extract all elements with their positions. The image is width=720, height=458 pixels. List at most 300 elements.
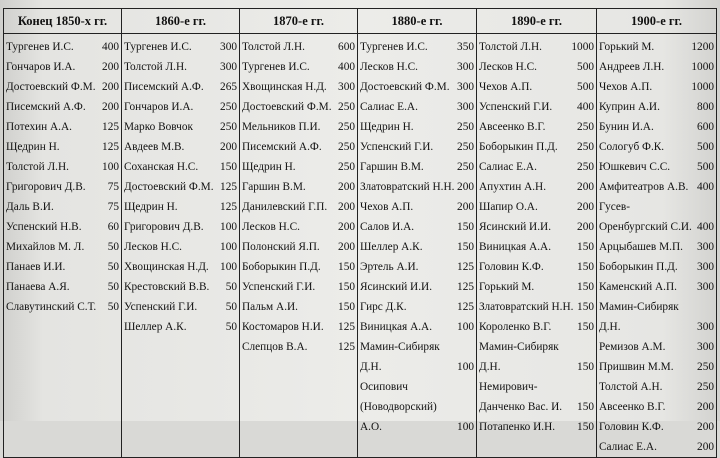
honorarium-value: 200 bbox=[457, 201, 474, 213]
author-name: Боборыкин П.Д. bbox=[599, 261, 678, 273]
author-entry bbox=[360, 297, 474, 317]
author-entry bbox=[124, 77, 237, 97]
honorarium-value: 1000 bbox=[691, 61, 714, 73]
author-name: Виницкая А.А. bbox=[360, 321, 433, 333]
honorarium-value: 250 bbox=[577, 141, 594, 153]
honorarium-value: 200 bbox=[338, 201, 355, 213]
author-entry bbox=[360, 217, 474, 237]
honorarium-value: 150 bbox=[577, 261, 594, 273]
honorarium-value: 150 bbox=[457, 221, 474, 233]
author-name: Панаева А.Я. bbox=[6, 281, 70, 293]
author-name: Хвощинская Н.Д. bbox=[124, 261, 209, 273]
author-name: Сологуб Ф.К. bbox=[599, 141, 665, 153]
honorarium-value: 75 bbox=[107, 181, 119, 193]
author-entry bbox=[242, 137, 355, 157]
author-entry bbox=[242, 317, 355, 337]
author-entry bbox=[360, 37, 474, 57]
column-header: 1860-е гг. bbox=[122, 9, 240, 34]
author-entry bbox=[6, 257, 119, 277]
author-name: Гусев-Оренбургский С.И. bbox=[599, 201, 692, 233]
author-name: Панаев И.И. bbox=[6, 261, 66, 273]
column-header: 1870-е гг. bbox=[240, 9, 358, 34]
author-entry bbox=[124, 117, 237, 137]
author-name: Апухтин А.Н. bbox=[479, 181, 547, 193]
author-name: Златовратский Н.Н. bbox=[360, 181, 455, 193]
author-entry bbox=[360, 157, 474, 177]
honorarium-value: 150 bbox=[577, 281, 594, 293]
author-name: Лесков Н.С. bbox=[242, 221, 300, 233]
column-1850s bbox=[4, 34, 122, 458]
author-entry bbox=[6, 277, 119, 297]
author-entry bbox=[124, 297, 237, 317]
author-entry bbox=[242, 97, 355, 117]
author-entry bbox=[6, 37, 119, 57]
honorarium-value: 125 bbox=[338, 341, 355, 353]
author-name: Чехов А.П. bbox=[599, 81, 653, 93]
author-entry bbox=[242, 257, 355, 277]
author-name: Тургенев И.С. bbox=[360, 41, 428, 53]
author-entry bbox=[360, 237, 474, 257]
author-name: Щедрин Н. bbox=[124, 201, 178, 213]
honorarium-value: 125 bbox=[457, 281, 474, 293]
author-entry bbox=[599, 277, 714, 297]
honorarium-value: 100 bbox=[220, 241, 237, 253]
author-entry bbox=[599, 297, 714, 337]
author-entry bbox=[360, 317, 474, 337]
honorarium-value: 200 bbox=[102, 101, 119, 113]
honorarium-value: 200 bbox=[338, 181, 355, 193]
honorarium-value: 500 bbox=[577, 81, 594, 93]
author-name: Щедрин Н. bbox=[360, 121, 414, 133]
author-name: Крестовский В.В. bbox=[124, 281, 210, 293]
author-name: Ремизов А.М. bbox=[599, 341, 666, 353]
honorarium-value: 100 bbox=[457, 421, 474, 433]
author-name: Потехин А.А. bbox=[6, 121, 72, 133]
honorarium-value: 200 bbox=[220, 141, 237, 153]
author-name: Амфитеатров А.В. bbox=[599, 181, 689, 193]
author-entry bbox=[6, 157, 119, 177]
author-name: Авсеенко В.Г. bbox=[479, 121, 546, 133]
author-name: Даль В.И. bbox=[6, 201, 54, 213]
honorarium-value: 100 bbox=[220, 261, 237, 273]
author-entry bbox=[599, 197, 714, 237]
author-entry bbox=[242, 157, 355, 177]
honorarium-value: 200 bbox=[102, 61, 119, 73]
column-header: 1900-е гг. bbox=[597, 9, 717, 34]
author-entry bbox=[479, 297, 594, 317]
column-1890s bbox=[477, 34, 597, 458]
author-name: Лесков Н.С. bbox=[479, 61, 537, 73]
honorarium-value: 50 bbox=[225, 281, 237, 293]
honorarium-value: 250 bbox=[338, 161, 355, 173]
author-name: Тургенев И.С. bbox=[6, 41, 74, 53]
author-name: Григорович Д.В. bbox=[6, 181, 86, 193]
author-name: Толстой Л.Н. bbox=[479, 41, 542, 53]
author-entry bbox=[479, 317, 594, 337]
body-row bbox=[4, 34, 717, 458]
author-entry bbox=[6, 137, 119, 157]
author-name: Чехов А.П. bbox=[479, 81, 533, 93]
author-name: Чехов А.П. bbox=[360, 201, 414, 213]
author-name: Салиас Е.А. bbox=[479, 161, 537, 173]
author-name: Писемский А.Ф. bbox=[6, 101, 86, 113]
author-name: Авдеев М.В. bbox=[124, 141, 185, 153]
author-entry bbox=[599, 377, 714, 397]
author-entry bbox=[242, 177, 355, 197]
author-entry bbox=[479, 277, 594, 297]
author-entry bbox=[124, 197, 237, 217]
author-entry bbox=[360, 117, 474, 137]
author-entry bbox=[6, 297, 119, 317]
author-entry bbox=[599, 437, 714, 457]
honorarium-value: 250 bbox=[457, 121, 474, 133]
author-name: Мамин-Сибиряк Д.Н. bbox=[599, 301, 679, 333]
author-entry bbox=[242, 37, 355, 57]
honorarium-value: 125 bbox=[457, 301, 474, 313]
honorarium-value: 300 bbox=[338, 81, 355, 93]
author-entry bbox=[599, 237, 714, 257]
author-entry bbox=[599, 117, 714, 137]
author-name: Успенский Г.И. bbox=[124, 301, 198, 313]
author-name: Соханская Н.С. bbox=[124, 161, 199, 173]
author-entry bbox=[360, 277, 474, 297]
author-name: Писемский А.Ф. bbox=[242, 141, 322, 153]
honorarium-value: 100 bbox=[457, 361, 474, 373]
honorarium-value: 200 bbox=[102, 81, 119, 93]
author-name: Пришвин М.М. bbox=[599, 361, 674, 373]
author-entry bbox=[242, 277, 355, 297]
honorarium-value: 400 bbox=[338, 61, 355, 73]
honorarium-value: 1000 bbox=[691, 81, 714, 93]
honorarium-value: 150 bbox=[338, 261, 355, 273]
honorarium-value: 75 bbox=[107, 201, 119, 213]
author-entry bbox=[124, 157, 237, 177]
author-entry bbox=[479, 77, 594, 97]
honorarium-value: 300 bbox=[220, 61, 237, 73]
honorarium-value: 400 bbox=[697, 181, 714, 193]
honorarium-value: 200 bbox=[338, 221, 355, 233]
author-name: Костомаров Н.И. bbox=[242, 321, 324, 333]
honorarium-value: 500 bbox=[577, 61, 594, 73]
author-name: Пальм А.И. bbox=[242, 301, 298, 313]
author-name: Андреев Л.Н. bbox=[599, 61, 665, 73]
column-header: 1880-е гг. bbox=[358, 9, 477, 34]
honorarium-value: 600 bbox=[338, 41, 355, 53]
author-entry bbox=[479, 37, 594, 57]
author-name: Бунин И.А. bbox=[599, 121, 654, 133]
author-name: Полонский Я.П. bbox=[242, 241, 320, 253]
author-name: Мамин-Сибиряк Д.Н. bbox=[360, 341, 440, 373]
honorarium-value: 250 bbox=[697, 381, 714, 393]
author-entry bbox=[124, 37, 237, 57]
honorarium-value: 150 bbox=[577, 361, 594, 373]
author-name: Ясинский И.И. bbox=[479, 221, 552, 233]
author-entry bbox=[479, 57, 594, 77]
author-entry bbox=[242, 57, 355, 77]
author-entry bbox=[599, 357, 714, 377]
author-entry bbox=[124, 97, 237, 117]
honorarium-value: 125 bbox=[220, 181, 237, 193]
author-entry bbox=[6, 197, 119, 217]
honorarium-value: 150 bbox=[577, 401, 594, 413]
author-entry bbox=[479, 237, 594, 257]
author-name: Ясинский И.И. bbox=[360, 281, 433, 293]
author-name: Успенский Г.И. bbox=[479, 101, 553, 113]
honorarium-value: 150 bbox=[577, 321, 594, 333]
honorarium-value: 150 bbox=[220, 161, 237, 173]
honorarium-value: 250 bbox=[697, 361, 714, 373]
author-name: Успенский Н.В. bbox=[6, 221, 82, 233]
author-entry bbox=[242, 117, 355, 137]
author-name: Осипович (Новодворский) А.О. bbox=[360, 381, 437, 433]
author-name: Щедрин Н. bbox=[6, 141, 60, 153]
author-entry bbox=[124, 177, 237, 197]
column-1900s bbox=[597, 34, 717, 458]
honorarium-value: 300 bbox=[697, 261, 714, 273]
author-entry bbox=[360, 177, 474, 197]
honorarium-value: 265 bbox=[220, 81, 237, 93]
author-entry bbox=[124, 277, 237, 297]
author-entry bbox=[599, 337, 714, 357]
author-name: Щедрин Н. bbox=[242, 161, 296, 173]
honorarium-value: 150 bbox=[577, 421, 594, 433]
author-name: Мамин-Сибиряк Д.Н. bbox=[479, 341, 559, 373]
honorarium-value: 250 bbox=[577, 121, 594, 133]
honorarium-value: 150 bbox=[577, 241, 594, 253]
author-entry bbox=[6, 97, 119, 117]
author-entry bbox=[124, 217, 237, 237]
author-entry bbox=[360, 257, 474, 277]
honorarium-value: 300 bbox=[457, 81, 474, 93]
honorarium-value: 400 bbox=[577, 101, 594, 113]
honorarium-value: 50 bbox=[225, 301, 237, 313]
honorarium-value: 250 bbox=[338, 121, 355, 133]
author-entry bbox=[479, 417, 594, 437]
honorarium-value: 125 bbox=[102, 121, 119, 133]
author-name: Салиас Е.А. bbox=[599, 441, 657, 453]
honorarium-value: 150 bbox=[338, 281, 355, 293]
author-name: Мельников П.И. bbox=[242, 121, 321, 133]
honorarium-value: 50 bbox=[225, 321, 237, 333]
honorarium-value: 60 bbox=[107, 221, 119, 233]
author-entry bbox=[242, 77, 355, 97]
author-name: Шеллер А.К. bbox=[360, 241, 423, 253]
honorarium-value: 250 bbox=[577, 161, 594, 173]
honorarium-value: 150 bbox=[457, 241, 474, 253]
author-name: Лесков Н.С. bbox=[360, 61, 418, 73]
author-name: Головин К.Ф. bbox=[599, 421, 664, 433]
column-1870s bbox=[240, 34, 358, 458]
author-name: Гаршин В.М. bbox=[242, 181, 306, 193]
author-entry bbox=[6, 77, 119, 97]
author-entry bbox=[599, 57, 714, 77]
author-name: Толстой А.Н. bbox=[599, 381, 663, 393]
author-name: Толстой Л.Н. bbox=[242, 41, 305, 53]
author-name: Головин К.Ф. bbox=[479, 261, 544, 273]
author-entry bbox=[6, 117, 119, 137]
author-name: Салов И.А. bbox=[360, 221, 415, 233]
author-entry bbox=[124, 237, 237, 257]
honorarium-value: 300 bbox=[457, 61, 474, 73]
author-name: Тургенев И.С. bbox=[242, 61, 310, 73]
author-entry bbox=[6, 237, 119, 257]
author-name: Данилевский Г.П. bbox=[242, 201, 328, 213]
author-entry bbox=[124, 257, 237, 277]
author-name: Гирс Д.К. bbox=[360, 301, 407, 313]
author-entry bbox=[242, 297, 355, 317]
author-name: Славутинский С.Т. bbox=[6, 301, 97, 313]
honorarium-value: 400 bbox=[697, 221, 714, 233]
honorarium-value: 300 bbox=[697, 241, 714, 253]
honorarium-value: 200 bbox=[577, 181, 594, 193]
author-name: Писемский А.Ф. bbox=[124, 81, 204, 93]
author-name: Немирович-Данченко Вас. И. bbox=[479, 381, 563, 413]
author-entry bbox=[360, 57, 474, 77]
author-name: Достоевский Ф.М. bbox=[6, 81, 96, 93]
honorarium-value: 200 bbox=[338, 241, 355, 253]
author-name: Тургенев И.С. bbox=[124, 41, 192, 53]
author-entry bbox=[360, 337, 474, 377]
author-entry bbox=[479, 257, 594, 277]
author-name: Гаршин В.М. bbox=[360, 161, 424, 173]
author-name: Успенский Г.И. bbox=[360, 141, 434, 153]
author-entry bbox=[599, 97, 714, 117]
honorarium-value: 1000 bbox=[571, 41, 594, 53]
honorarium-value: 200 bbox=[697, 401, 714, 413]
honorarium-value: 200 bbox=[577, 201, 594, 213]
author-name: Толстой Л.Н. bbox=[124, 61, 187, 73]
honorarium-value: 250 bbox=[457, 161, 474, 173]
author-name: Горький М. bbox=[479, 281, 535, 293]
author-name: Достоевский Ф.М. bbox=[242, 101, 332, 113]
author-entry bbox=[479, 197, 594, 217]
author-entry bbox=[599, 257, 714, 277]
author-name: Лесков Н.С. bbox=[124, 241, 182, 253]
author-name: Григорович Д.В. bbox=[124, 221, 204, 233]
author-entry bbox=[599, 397, 714, 417]
honorarium-value: 125 bbox=[338, 321, 355, 333]
honorarium-value: 250 bbox=[338, 101, 355, 113]
honorarium-value: 125 bbox=[102, 141, 119, 153]
column-1860s bbox=[122, 34, 240, 458]
author-entry bbox=[599, 137, 714, 157]
honorarium-value: 50 bbox=[107, 241, 119, 253]
honorarium-value: 1200 bbox=[691, 41, 714, 53]
author-name: Марко Вовчок bbox=[124, 121, 194, 133]
honorarium-value: 800 bbox=[697, 101, 714, 113]
author-entry bbox=[479, 217, 594, 237]
author-entry bbox=[479, 177, 594, 197]
honorarium-value: 250 bbox=[338, 141, 355, 153]
author-name: Достоевский Ф.М. bbox=[124, 181, 214, 193]
honorarium-value: 300 bbox=[697, 341, 714, 353]
honorarium-value: 150 bbox=[338, 301, 355, 313]
honorarium-value: 100 bbox=[220, 221, 237, 233]
author-entry bbox=[242, 337, 355, 357]
author-name: Толстой Л.Н. bbox=[6, 161, 69, 173]
author-entry bbox=[6, 217, 119, 237]
author-entry bbox=[242, 217, 355, 237]
honorarium-value: 500 bbox=[697, 161, 714, 173]
honorarium-value: 200 bbox=[697, 421, 714, 433]
author-name: Достоевский Ф.М. bbox=[360, 81, 450, 93]
author-entry bbox=[124, 317, 237, 337]
author-name: Авсеенко В.Г. bbox=[599, 401, 666, 413]
honorarium-value: 600 bbox=[697, 121, 714, 133]
author-entry bbox=[360, 97, 474, 117]
author-name: Виницкая А.А. bbox=[479, 241, 552, 253]
honorarium-value: 300 bbox=[697, 321, 714, 333]
author-entry bbox=[242, 237, 355, 257]
column-header: Конец 1850-х гг. bbox=[4, 9, 122, 34]
author-name: Михайлов М. Л. bbox=[6, 241, 85, 253]
honorarium-value: 50 bbox=[107, 281, 119, 293]
author-entry bbox=[360, 137, 474, 157]
author-entry bbox=[360, 197, 474, 217]
author-entry bbox=[479, 117, 594, 137]
honorarium-value: 125 bbox=[457, 261, 474, 273]
author-entry bbox=[479, 137, 594, 157]
author-name: Боборыкин П.Д. bbox=[242, 261, 321, 273]
honorarium-value: 50 bbox=[107, 301, 119, 313]
column-header: 1890-е гг. bbox=[477, 9, 597, 34]
honorarium-value: 250 bbox=[220, 121, 237, 133]
author-entry bbox=[599, 417, 714, 437]
author-name: Шеллер А.К. bbox=[124, 321, 187, 333]
author-entry bbox=[479, 337, 594, 377]
author-name: Успенский Г.И. bbox=[242, 281, 316, 293]
honorarium-value: 250 bbox=[457, 141, 474, 153]
honorarium-value: 200 bbox=[697, 441, 714, 453]
author-entry bbox=[6, 57, 119, 77]
author-name: Куприн А.И. bbox=[599, 101, 660, 113]
honorarium-value: 350 bbox=[457, 41, 474, 53]
author-name: Короленко В.Г. bbox=[479, 321, 552, 333]
author-name: Потапенко И.Н. bbox=[479, 421, 556, 433]
honorarium-value: 100 bbox=[457, 321, 474, 333]
author-entry bbox=[6, 177, 119, 197]
author-name: Хвощинская Н.Д. bbox=[242, 81, 327, 93]
author-entry bbox=[360, 377, 474, 437]
author-name: Боборыкин П.Д. bbox=[479, 141, 558, 153]
honorarium-value: 300 bbox=[220, 41, 237, 53]
header-row bbox=[4, 9, 717, 34]
honorarium-value: 150 bbox=[577, 301, 594, 313]
author-entry bbox=[599, 77, 714, 97]
honorarium-value: 400 bbox=[102, 41, 119, 53]
author-name: Юшкевич С.С. bbox=[599, 161, 671, 173]
author-entry bbox=[242, 197, 355, 217]
author-entry bbox=[124, 57, 237, 77]
author-name: Салиас Е.А. bbox=[360, 101, 418, 113]
author-name: Эртель А.И. bbox=[360, 261, 419, 273]
honorarium-table bbox=[3, 8, 717, 458]
author-name: Арцыбашев М.П. bbox=[599, 241, 683, 253]
author-name: Шапир О.А. bbox=[479, 201, 538, 213]
author-name: Горький М. bbox=[599, 41, 655, 53]
author-entry bbox=[599, 157, 714, 177]
honorarium-value: 125 bbox=[220, 201, 237, 213]
author-name: Каменский А.П. bbox=[599, 281, 677, 293]
honorarium-value: 200 bbox=[457, 181, 474, 193]
author-entry bbox=[599, 37, 714, 57]
honorarium-value: 500 bbox=[697, 141, 714, 153]
author-name: Гончаров И.А. bbox=[124, 101, 194, 113]
honorarium-value: 200 bbox=[577, 221, 594, 233]
author-entry bbox=[479, 97, 594, 117]
author-name: Гончаров И.А. bbox=[6, 61, 76, 73]
honorarium-value: 300 bbox=[457, 101, 474, 113]
